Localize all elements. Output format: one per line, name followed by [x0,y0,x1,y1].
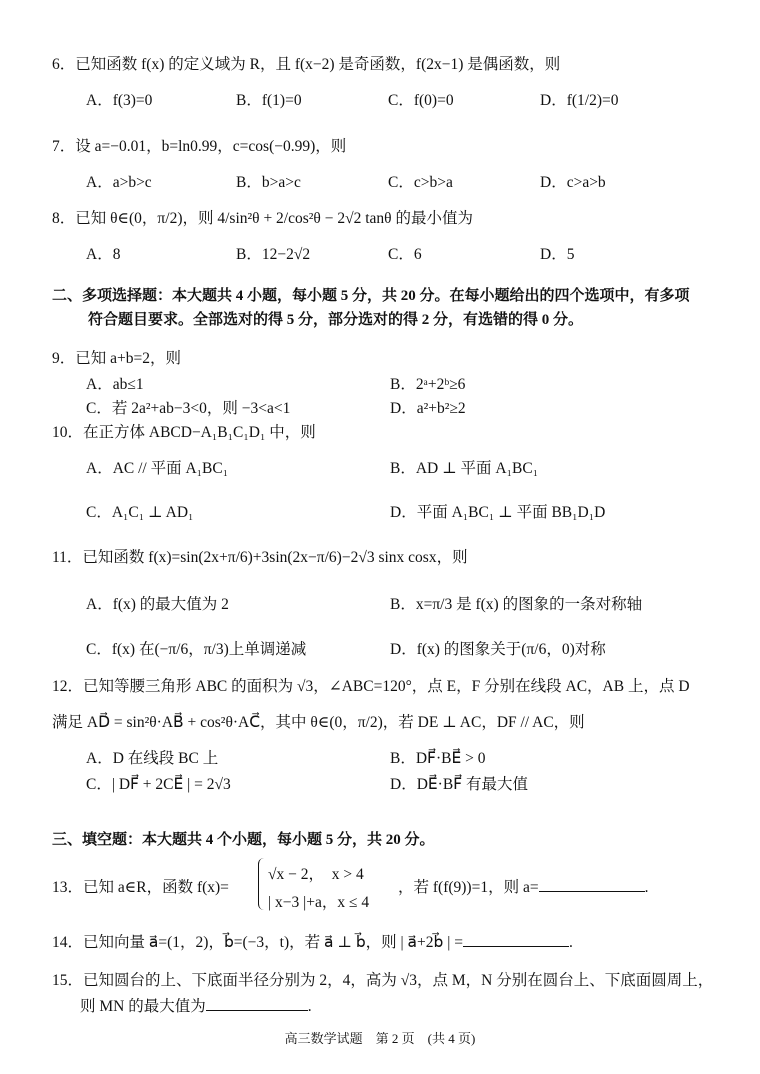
section-2-instructions: 符合题目要求。全部选对的得 5 分，部分选对的得 2 分，有选错的得 0 分。 [88,312,584,328]
q13-answer-blank[interactable] [539,877,645,892]
question-15-stem-line2 [80,994,312,1016]
q15-text: 则 MN 的最大值为 [80,998,206,1015]
q8-option-c: C．6 [388,246,422,263]
q12-option-a: A．D 在线段 BC 上 [86,750,219,767]
q11-option-a: A．f(x) 的最大值为 2 [86,596,229,613]
q11-option-c: C．f(x) 在(−π/6，π/3)上单调递减 [86,641,307,658]
q11-option-d: D．f(x) 的图象关于(π/6，0)对称 [390,641,606,658]
question-11-stem: 11．已知函数 f(x)=sin(2x+π/6)+3sin(2x−π/6)−2√3 sinx cosx，则 [52,549,468,566]
q13-suffix [398,875,648,897]
question-14-stem [52,930,573,952]
q7-option-b: B．b>a>c [236,174,301,191]
q10-option-a: A．AC // 平面 A₁BC₁ [86,460,229,477]
q13-prefix: 13．已知 a∈R，函数 f(x)= [52,879,229,896]
piecewise-brace [258,858,267,910]
q13-period: . [644,879,649,896]
section-2-heading: 二、多项选择题：本大题共 4 小题，每小题 5 分，共 20 分。在每小题给出的四个选项中，有多项 [52,288,690,304]
q14-period: . [568,934,573,951]
q6-option-a: A．f(3)=0 [86,92,153,109]
q8-option-a: A．8 [86,246,121,263]
question-10-stem: 10．在正方体 ABCD−A₁B₁C₁D₁ 中，则 [52,424,316,441]
q6-option-b: B．f(1)=0 [236,92,302,109]
q9-option-a: A．ab≤1 [86,376,144,393]
q13-case-2: | x−3 |+a，x ≤ 4 [268,894,370,911]
q8-option-d: D．5 [540,246,575,263]
q10-option-b: B．AD ⊥ 平面 A₁BC₁ [390,460,539,477]
q7-option-a: A．a>b>c [86,174,152,191]
q15-period: . [307,998,312,1015]
q11-option-b: B．x=π/3 是 f(x) 的图象的一条对称轴 [390,596,643,613]
q14-text: 14．已知向量 a⃗=(1，2)，b⃗=(−3，t)，若 a⃗ ⊥ b⃗，则 | a⃗+2b⃗ | = [52,934,463,951]
question-6-stem: 6．已知函数 f(x) 的定义域为 R，且 f(x−2) 是奇函数，f(2x−1) 是偶函数，则 [52,56,561,73]
question-13-stem [52,875,229,897]
q7-option-d: D．c>a>b [540,174,606,191]
question-8-stem: 8．已知 θ∈(0，π/2)，则 4/sin²θ + 2/cos²θ − 2√2 tanθ 的最小值为 [52,210,473,227]
q6-option-c: C．f(0)=0 [388,92,454,109]
question-7-stem: 7．设 a=−0.01，b=ln0.99，c=cos(−0.99)，则 [52,138,347,155]
q14-answer-blank[interactable] [463,932,569,947]
q12-option-b: B．DF⃗·BE⃗ > 0 [390,750,486,767]
q15-answer-blank[interactable] [206,996,308,1011]
q8-option-b: B．12−2√2 [236,246,311,263]
page-footer: 高三数学试题 第 2 页 (共 4 页) [284,1031,476,1046]
q10-option-c: C．A₁C₁ ⊥ AD₁ [86,504,194,521]
q10-option-d: D．平面 A₁BC₁ ⊥ 平面 BB₁D₁D [390,504,606,521]
q6-option-d: D．f(1/2)=0 [540,92,619,109]
question-12-stem-line2: 满足 AD⃗ = sin²θ·AB⃗ + cos²θ·AC⃗，其中 θ∈(0，π/2)，若 DE ⊥ AC，DF // AC，则 [52,714,585,731]
q9-option-d: D．a²+b²≥2 [390,400,466,417]
q9-option-b: B．2ᵃ+2ᵇ≥6 [390,376,466,393]
q7-option-c: C．c>b>a [388,174,453,191]
q12-option-d: D．DE⃗·BF⃗ 有最大值 [390,776,528,793]
question-12-stem-line1: 12．已知等腰三角形 ABC 的面积为 √3，∠ABC=120°，点 E，F 分别在线段 AC，AB 上，点 D [52,678,690,695]
question-15-stem-line1: 15．已知圆台的上、下底面半径分别为 2，4，高为 √3，点 M，N 分别在圆台上、下底面圆周上， [52,972,714,989]
q12-option-c: C．| DF⃗ + 2CE⃗ | = 2√3 [86,776,231,793]
q13-case-1: √x − 2， x > 4 [268,866,364,883]
question-9-stem: 9．已知 a+b=2，则 [52,350,181,367]
section-3-heading: 三、填空题：本大题共 4 个小题，每小题 5 分，共 20 分。 [52,832,435,848]
q9-option-c: C．若 2a²+ab−3<0，则 −3<a<1 [86,400,291,417]
q13-suffix-text: ，若 f(f(9))=1，则 a= [398,879,539,896]
